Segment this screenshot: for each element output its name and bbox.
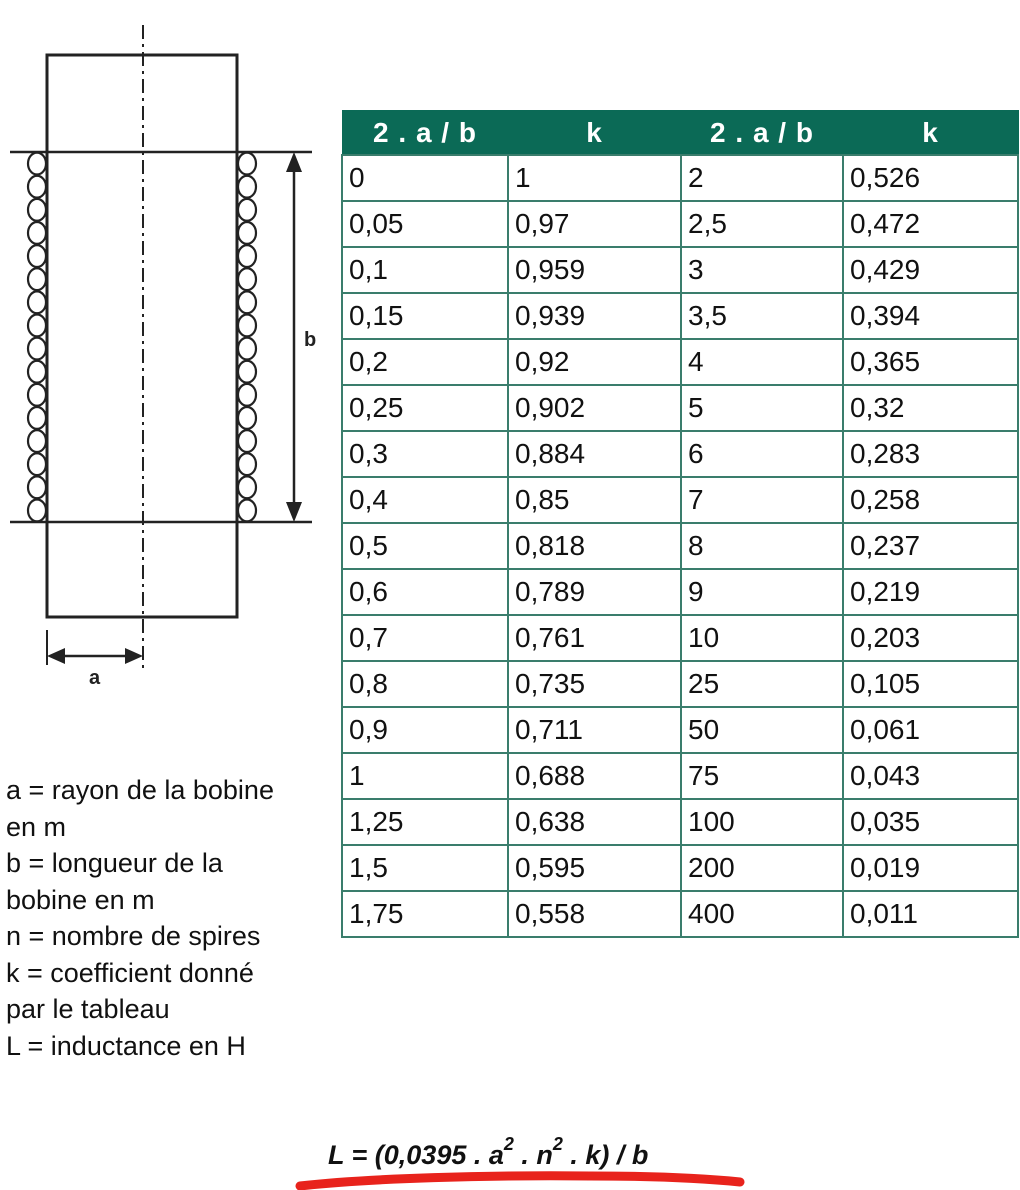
cell-k-2: 0,035 <box>843 799 1018 845</box>
table-row <box>342 385 1018 431</box>
cell-k-2: 0,105 <box>843 661 1018 707</box>
cell-ratio-1: 0,5 <box>342 523 508 569</box>
cell-k-1: 0,761 <box>508 615 681 661</box>
winding-turn <box>238 407 256 429</box>
table-row <box>342 891 1018 937</box>
header-ratio-2: 2 . a / b <box>681 111 843 156</box>
cell-k-1: 0,959 <box>508 247 681 293</box>
cell-ratio-2: 7 <box>681 477 843 523</box>
cell-k-1: 0,902 <box>508 385 681 431</box>
cell-ratio-2: 9 <box>681 569 843 615</box>
winding-turn <box>28 338 46 360</box>
cell-k-2: 0,32 <box>843 385 1018 431</box>
winding-turn <box>238 314 256 336</box>
cell-ratio-2: 2,5 <box>681 201 843 247</box>
winding-turn <box>238 384 256 406</box>
cell-ratio-1: 0,6 <box>342 569 508 615</box>
winding-turn <box>28 176 46 198</box>
cell-ratio-2: 50 <box>681 707 843 753</box>
cell-ratio-2: 100 <box>681 799 843 845</box>
cell-k-1: 0,884 <box>508 431 681 477</box>
cell-ratio-1: 0,15 <box>342 293 508 339</box>
winding-turn <box>28 453 46 475</box>
cell-k-2: 0,061 <box>843 707 1018 753</box>
cell-k-2: 0,526 <box>843 155 1018 201</box>
cell-k-2: 0,283 <box>843 431 1018 477</box>
cell-ratio-2: 75 <box>681 753 843 799</box>
cell-ratio-2: 6 <box>681 431 843 477</box>
cell-ratio-1: 0 <box>342 155 508 201</box>
table-header-row <box>342 111 1018 156</box>
winding-turn <box>238 430 256 452</box>
cell-ratio-1: 0,7 <box>342 615 508 661</box>
header-k-2: k <box>843 111 1018 156</box>
winding-turns-left <box>28 153 46 522</box>
winding-turn <box>28 291 46 313</box>
table-row <box>342 615 1018 661</box>
cell-ratio-2: 3 <box>681 247 843 293</box>
cell-ratio-1: 0,2 <box>342 339 508 385</box>
cell-k-1: 0,97 <box>508 201 681 247</box>
coil-diagram <box>0 0 340 700</box>
table-row <box>342 569 1018 615</box>
cell-k-2: 0,203 <box>843 615 1018 661</box>
winding-turn <box>238 338 256 360</box>
table-row <box>342 155 1018 201</box>
winding-turn <box>238 453 256 475</box>
table-row <box>342 431 1018 477</box>
winding-turn <box>28 314 46 336</box>
cell-ratio-1: 1,5 <box>342 845 508 891</box>
table-row <box>342 247 1018 293</box>
cell-ratio-2: 25 <box>681 661 843 707</box>
dimension-b <box>286 152 316 522</box>
cell-k-1: 0,711 <box>508 707 681 753</box>
legend-line: a = rayon de la bobine <box>6 775 274 805</box>
winding-turn <box>238 222 256 244</box>
winding-turn <box>238 199 256 221</box>
table-row <box>342 753 1018 799</box>
winding-turns-right <box>238 153 256 522</box>
cell-k-2: 0,472 <box>843 201 1018 247</box>
table-row <box>342 477 1018 523</box>
cell-k-1: 0,789 <box>508 569 681 615</box>
winding-turn <box>28 499 46 521</box>
cell-ratio-2: 5 <box>681 385 843 431</box>
winding-turn <box>238 476 256 498</box>
winding-turn <box>28 430 46 452</box>
table-row <box>342 293 1018 339</box>
cell-ratio-1: 0,4 <box>342 477 508 523</box>
winding-turn <box>28 268 46 290</box>
cell-ratio-1: 0,9 <box>342 707 508 753</box>
winding-turn <box>238 291 256 313</box>
cell-k-1: 0,638 <box>508 799 681 845</box>
cell-ratio-2: 400 <box>681 891 843 937</box>
table-row <box>342 799 1018 845</box>
winding-turn <box>28 407 46 429</box>
cell-ratio-2: 2 <box>681 155 843 201</box>
table-row <box>342 523 1018 569</box>
cell-ratio-1: 1,75 <box>342 891 508 937</box>
winding-turn <box>238 268 256 290</box>
cell-k-1: 0,558 <box>508 891 681 937</box>
cell-k-1: 0,735 <box>508 661 681 707</box>
legend-line: bobine en m <box>6 884 155 915</box>
legend-line: n = nombre de spires <box>6 921 261 951</box>
formula-prefix: L = (0,0395 . a <box>328 1140 504 1170</box>
cell-k-2: 0,394 <box>843 293 1018 339</box>
formula-exponent-n: 2 <box>552 1134 563 1154</box>
cell-ratio-2: 8 <box>681 523 843 569</box>
table-row <box>342 201 1018 247</box>
table-row <box>342 707 1018 753</box>
dimension-a-label: a <box>89 667 101 689</box>
winding-turn <box>28 245 46 267</box>
cell-k-1: 0,85 <box>508 477 681 523</box>
cell-k-1: 0,688 <box>508 753 681 799</box>
cell-k-1: 0,939 <box>508 293 681 339</box>
cell-k-2: 0,258 <box>843 477 1018 523</box>
winding-turn <box>28 476 46 498</box>
dimension-b-label: b <box>304 329 317 351</box>
formula-middle: . n <box>513 1140 553 1170</box>
cell-ratio-2: 3,5 <box>681 293 843 339</box>
winding-turn <box>238 176 256 198</box>
header-ratio-1: 2 . a / b <box>342 111 508 156</box>
header-k-1: k <box>508 111 681 156</box>
formula-underline-mark <box>290 1168 750 1190</box>
variable-legend <box>6 772 326 1064</box>
cell-k-2: 0,237 <box>843 523 1018 569</box>
cell-k-2: 0,429 <box>843 247 1018 293</box>
cell-ratio-2: 10 <box>681 615 843 661</box>
cell-ratio-1: 0,25 <box>342 385 508 431</box>
winding-turn <box>238 153 256 175</box>
cell-k-2: 0,019 <box>843 845 1018 891</box>
cell-k-1: 0,818 <box>508 523 681 569</box>
cell-k-2: 0,365 <box>843 339 1018 385</box>
formula-exponent-a: 2 <box>503 1134 514 1154</box>
coefficient-table <box>341 110 1019 938</box>
cell-ratio-1: 1 <box>342 753 508 799</box>
cell-ratio-1: 0,1 <box>342 247 508 293</box>
cell-k-1: 0,92 <box>508 339 681 385</box>
cell-ratio-1: 0,8 <box>342 661 508 707</box>
table-row <box>342 845 1018 891</box>
winding-turn <box>28 199 46 221</box>
dimension-a <box>47 630 143 689</box>
winding-turn <box>238 245 256 267</box>
formula-suffix: . k) / b <box>562 1140 649 1170</box>
cell-ratio-1: 0,3 <box>342 431 508 477</box>
legend-line: L = inductance en H <box>6 1030 246 1061</box>
cell-ratio-1: 1,25 <box>342 799 508 845</box>
winding-turn <box>28 361 46 383</box>
winding-turn <box>238 361 256 383</box>
winding-turn <box>238 499 256 521</box>
winding-turn <box>28 384 46 406</box>
legend-line: en m <box>6 811 67 842</box>
cell-k-1: 0,595 <box>508 845 681 891</box>
legend-line: par le tableau <box>6 994 170 1024</box>
winding-turn <box>28 153 46 175</box>
winding-turn <box>28 222 46 244</box>
cell-k-2: 0,043 <box>843 753 1018 799</box>
inductance-formula <box>328 1134 649 1171</box>
cell-k-2: 0,011 <box>843 891 1018 937</box>
coil-body <box>10 25 312 668</box>
cell-ratio-1: 0,05 <box>342 201 508 247</box>
table-row <box>342 661 1018 707</box>
cell-k-2: 0,219 <box>843 569 1018 615</box>
cell-ratio-2: 200 <box>681 845 843 891</box>
table-row <box>342 339 1018 385</box>
cell-k-1: 1 <box>508 155 681 201</box>
legend-line: b = longueur de la <box>6 848 223 878</box>
legend-line: k = coefficient donné <box>6 957 254 988</box>
cell-ratio-2: 4 <box>681 339 843 385</box>
